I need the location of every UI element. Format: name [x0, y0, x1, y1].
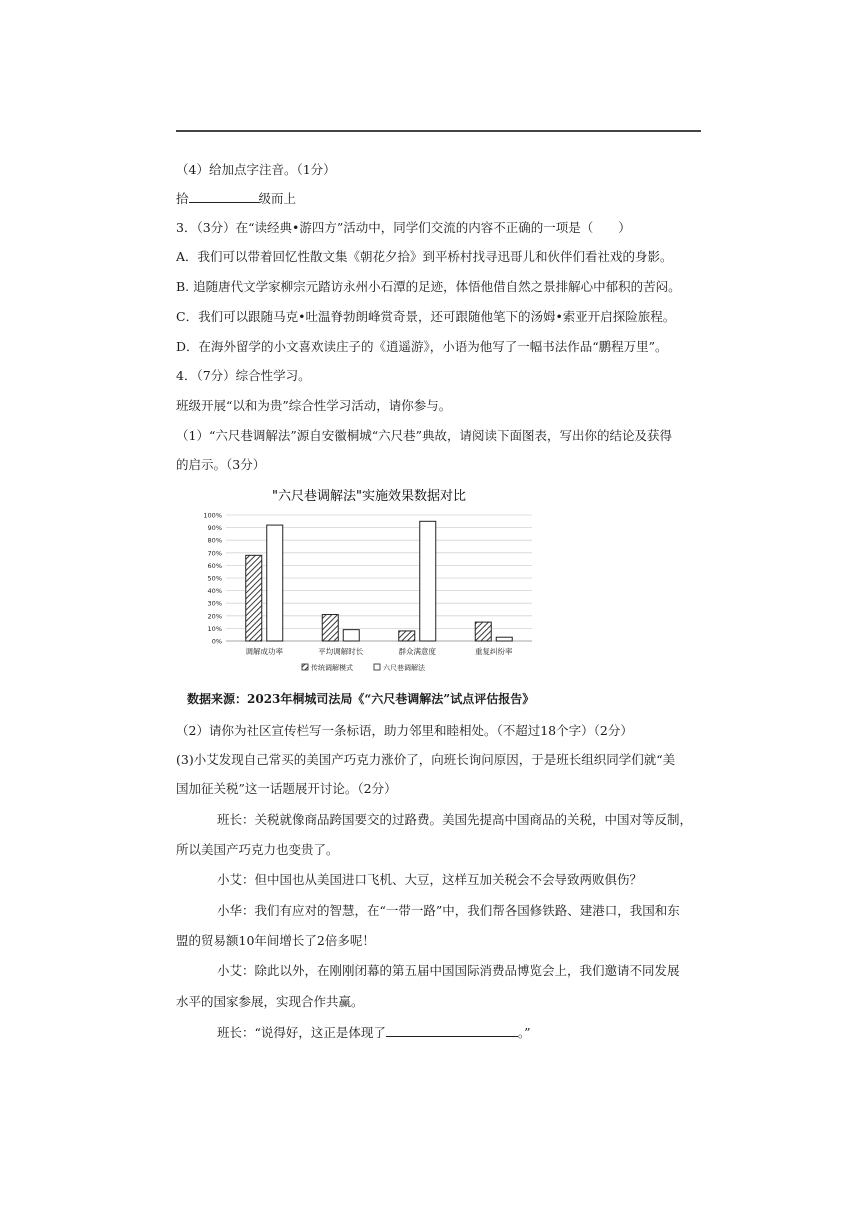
q3-option-d: D．在海外留学的小文喜欢读庄子的《逍遥游》，小语为他写了一幅书法作品“鹏程万里”。 [176, 339, 668, 354]
dialogue-line: 水平的国家参展，实现合作共赢。 [176, 994, 364, 1009]
bar-chart [196, 484, 542, 684]
header-rule [176, 130, 701, 132]
bar [399, 631, 415, 641]
bar [246, 555, 262, 641]
legend-label: 六尺巷调解法 [383, 664, 425, 672]
q2-4-answer-blank[interactable] [189, 189, 259, 203]
y-tick-label: 60% [207, 561, 222, 570]
x-category-label: 平均调解时长 [318, 647, 364, 656]
bar [475, 622, 491, 641]
final-answer-line [217, 1023, 531, 1042]
y-tick-label: 30% [207, 599, 222, 608]
legend-swatch [302, 664, 308, 670]
q2-4-prompt: （4）给加点字注音。（1分） [176, 162, 336, 177]
y-tick-label: 90% [207, 524, 222, 533]
legend-swatch [374, 664, 380, 670]
y-tick-label: 80% [207, 536, 222, 545]
q3-stem: 3．（3分）在“读经典•游四方”活动中，同学们交流的内容不正确的一项是（ ） [176, 220, 631, 235]
y-tick-label: 10% [207, 624, 222, 633]
q3-option-c: C．我们可以跟随马克•吐温脊勃朗峰赏奇景，还可跟随他笔下的汤姆•索亚开启探险旅程。 [176, 309, 676, 324]
q3-option-b: B. 追随唐代文学家柳宗元踏访永州小石潭的足迹，体悟他借自然之景排解心中郁积的苦闷。 [176, 279, 681, 294]
q4-stem: 4．（7分）综合性学习。 [176, 368, 311, 383]
chart-title: "六尺巷调解法"实施效果数据对比 [272, 489, 466, 504]
legend-label: 传统调解模式 [311, 664, 353, 672]
chart-source: 数据来源：2023年桐城司法局《“六尺巷调解法”试点评估报告》 [187, 692, 535, 706]
final-after: 。” [517, 1025, 531, 1040]
x-category-label: 群众满意度 [398, 647, 436, 656]
dialogue-line: 盟的贸易额10年间增长了2倍多呢！ [176, 933, 375, 948]
bar [322, 615, 338, 641]
dialogue-line: 班长：关税就像商品跨国要交的过路费。美国先提高中国商品的关税，中国对等反制， [217, 812, 693, 827]
q4-sub2: （2）请你为社区宣传栏写一条标语，助力邻里和睦相处。（不超过18个字）（2分） [176, 723, 633, 738]
y-tick-label: 0% [211, 637, 222, 646]
q2-4-word-after: 级而上 [258, 191, 297, 206]
x-category-label: 重复纠纷率 [475, 647, 513, 656]
bar [420, 521, 436, 641]
q3-option-a: A．我们可以带着回忆性散文集《朝花夕拾》到平桥村找寻迅哥儿和伙伴们看社戏的身影。 [176, 249, 673, 264]
dialogue-line: 小艾：但中国也从美国进口飞机、大豆，这样互加关税会不会导致两败俱伤？ [217, 872, 643, 887]
dialogue-line: 小华：我们有应对的智慧，在“一带一路”中，我们帮各国修铁路、建港口，我国和东 [217, 903, 680, 918]
x-category-label: 调解成功率 [245, 647, 283, 656]
q2-4-word-before: 拾 [176, 191, 189, 206]
y-tick-label: 50% [207, 574, 222, 583]
final-answer-blank[interactable] [386, 1023, 518, 1037]
y-tick-label: 40% [207, 587, 222, 596]
q4-sub1-line1: （1）“六尺巷调解法”源自安徽桐城“六尺巷”典故，请阅读下面图表，写出你的结论及获得 [176, 428, 673, 443]
dialogue-line: 小艾：除此以外，在刚刚闭幕的第五届中国国际消费品博览会上，我们邀请不同发展 [217, 963, 680, 978]
y-tick-label: 100% [203, 511, 222, 520]
dialogue-line: 所以美国产巧克力也变贵了。 [176, 842, 339, 857]
y-tick-label: 20% [207, 612, 222, 621]
q2-4-answer-line [176, 189, 296, 208]
y-tick-label: 70% [207, 549, 222, 558]
bar [496, 637, 512, 641]
bar [343, 630, 359, 641]
bar [267, 525, 283, 641]
q4-sub3-line1: (3)小艾发现自己常买的美国产巧克力涨价了，向班长询问原因，于是班长组织同学们就“美 [176, 752, 676, 767]
q4-sub3-line2: 国加征关税”这一话题展开讨论。（2分） [176, 781, 397, 796]
q4-intro: 班级开展“以和为贵”综合性学习活动，请你参与。 [176, 398, 452, 413]
final-before: 班长：“说得好，这正是体现了 [217, 1025, 386, 1040]
q4-sub1-line2: 的启示。（3分） [176, 457, 266, 472]
